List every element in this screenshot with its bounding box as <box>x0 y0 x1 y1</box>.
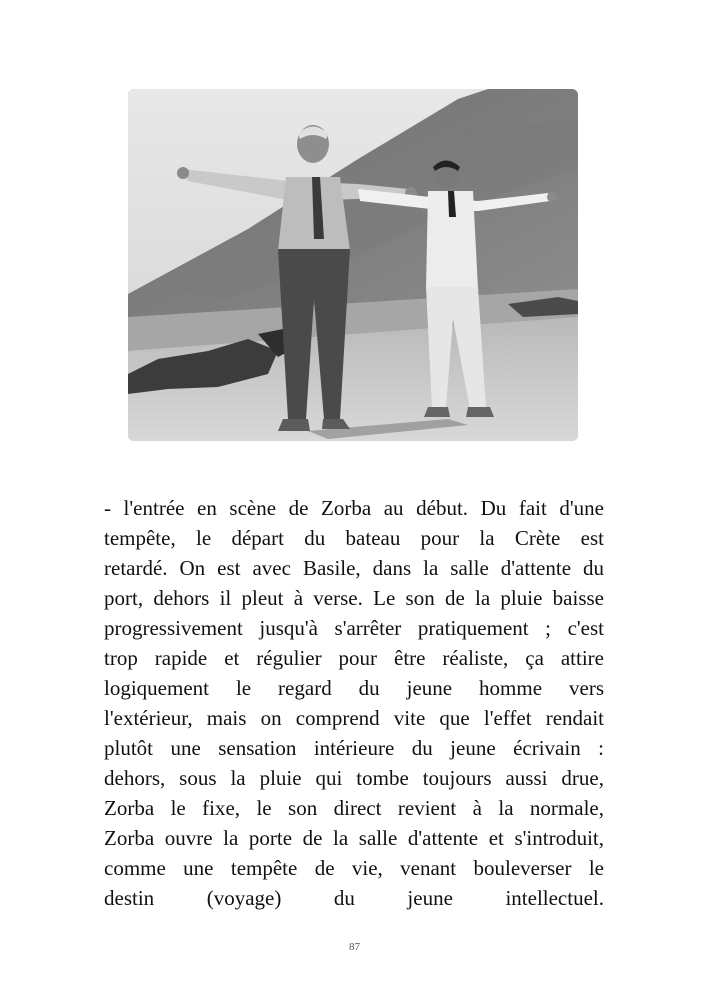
paragraph-line: tempête, le départ du bateau pour la Crète est <box>104 526 604 550</box>
paragraph-line: destin (voyage) du jeune intellectuel. <box>104 886 604 910</box>
paragraph-line: l'extérieur, mais on comprend vite que l'effet rendait <box>104 706 604 730</box>
paragraph-line: Zorba le fixe, le son direct revient à la normale, <box>104 796 604 820</box>
body-paragraph <box>104 493 604 913</box>
paragraph-line: port, dehors il pleut à verse. Le son de la pluie baisse <box>104 586 604 610</box>
paragraph-line: retardé. On est avec Basile, dans la salle d'attente du <box>104 556 604 580</box>
film-still-photo <box>128 89 578 441</box>
paragraph-line: trop rapide et régulier pour être réaliste, ça attire <box>104 646 604 670</box>
film-still-illustration <box>128 89 578 441</box>
paragraph-line: comme une tempête de vie, venant bouleverser le <box>104 856 604 880</box>
page-number: 87 <box>349 941 360 953</box>
paragraph-line: - l'entrée en scène de Zorba au début. Du fait d'une <box>104 496 604 520</box>
paragraph-line: Zorba ouvre la porte de la salle d'attente et s'introduit, <box>104 826 604 850</box>
paragraph-line: plutôt une sensation intérieure du jeune écrivain : <box>104 736 604 760</box>
paragraph-line: dehors, sous la pluie qui tombe toujours aussi drue, <box>104 766 604 790</box>
paragraph-line: progressivement jusqu'à s'arrêter pratiquement ; c'est <box>104 616 604 640</box>
paragraph-line: logiquement le regard du jeune homme vers <box>104 676 604 700</box>
